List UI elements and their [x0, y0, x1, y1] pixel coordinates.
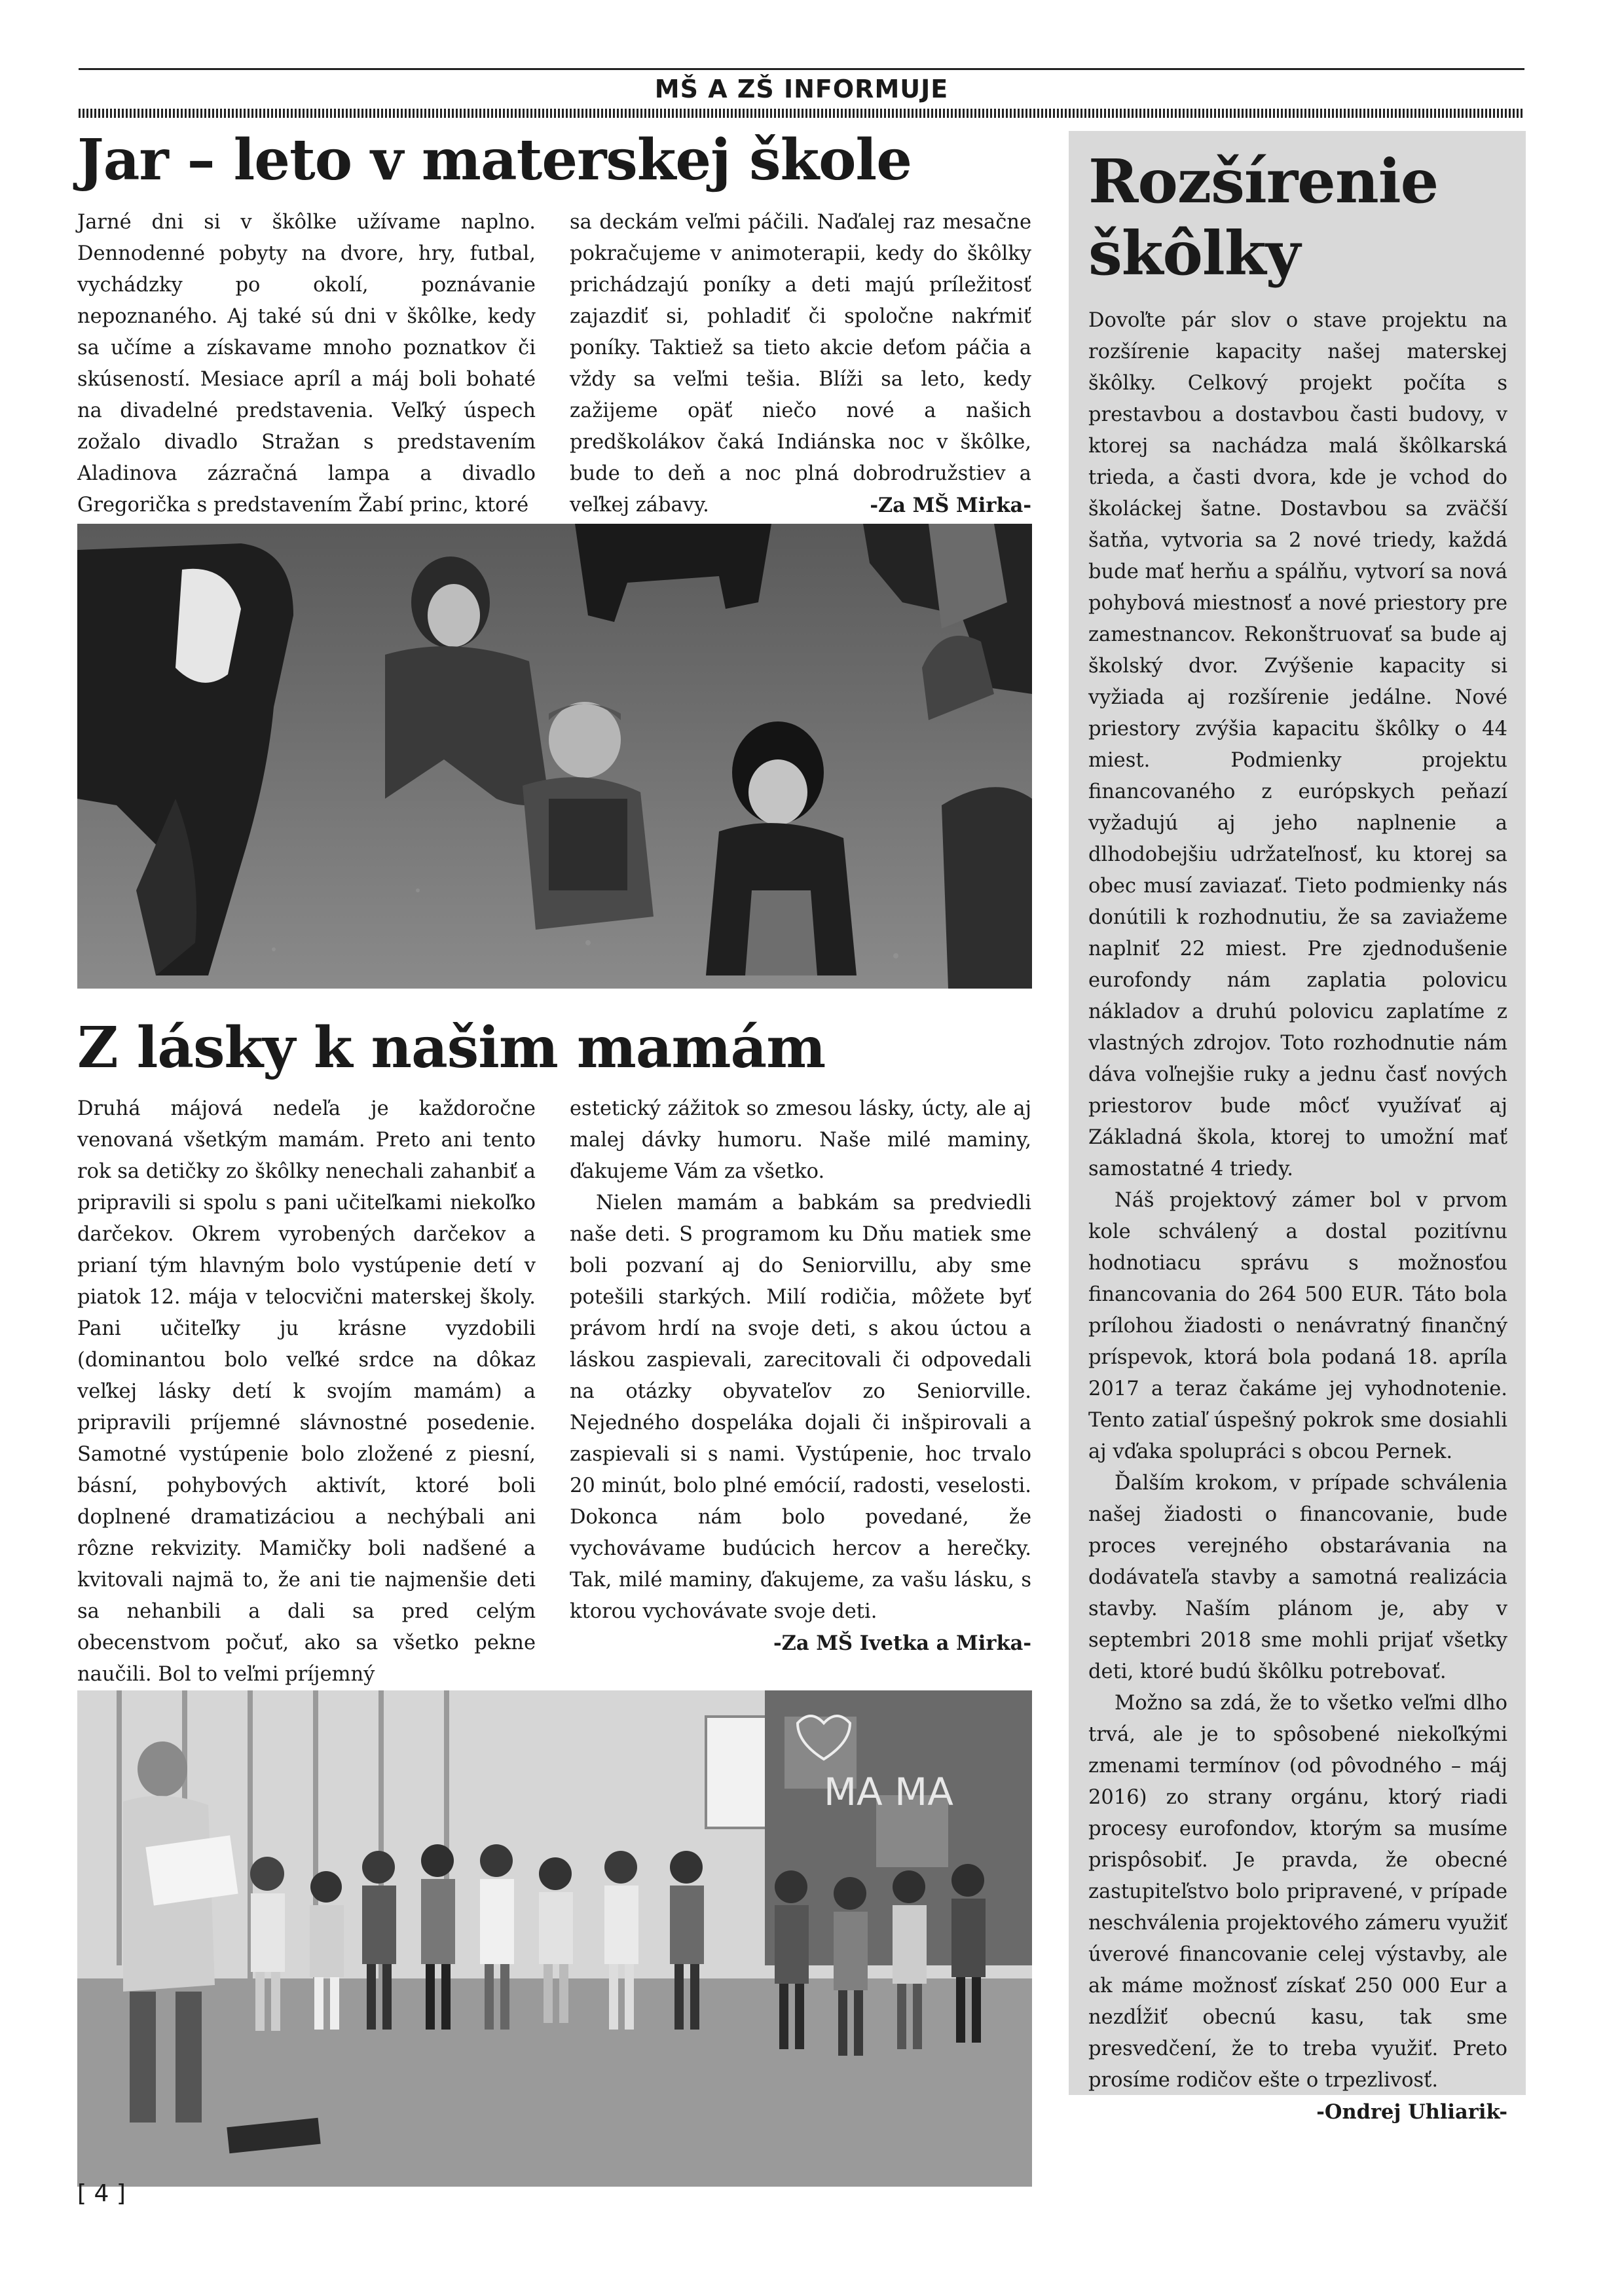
dotted-divider: [79, 109, 1524, 118]
article-title-jar: Jar – leto v materskej škole: [77, 127, 912, 193]
photo-illustration: [77, 524, 1032, 989]
paragraph: Náš projektový zámer bol v prvom kole schválený a dostal pozitívnu hodnotiacu správu s možnosťou financovania do 264 500 EUR. Táto bola prílohou žiadosti o nenávratný finančný príspevok, ktorá bola podaná 18. apríla 2017 a teraz čakáme jej vyhodnotenie. Tento zatiaľ úspešný pokrok sme dosiahli aj vďaka spolupráci s obcou Pernek.: [1088, 1189, 1507, 1463]
paragraph: Druhá májová nedeľa je každoročne venovaná všetkým mamám. Preto ani tento rok sa detičky zo škôlky nenechali zahanbiť a pripravili si spolu s pani učiteľkami niekoľko darčekov. Okrem vyrobených darčekov a prianí tým hlavným bolo vystúpenie detí v piatok 12. mája v telocvični materskej školy. Pani učiteľky ju krásne vyzdobili (dominantou bolo veľké srdce na dôkaz veľkej lásky detí k svojím mamám) a pripravili príjemné slávnostné posedenie. Samotné vystúpenie bolo zložené z piesní, básní, pohybových aktivít, ktoré boli doplnené dramatizáciou a nechýbali ani rôzne rekvizity. Mamičky boli nadšené a kvitovali najmä to, že ani tie najmenšie deti sa nehanbili a dali sa pred celým obecenstvom počuť, ako sa všetko pekne naučili. Bol to veľmi príjemný: [77, 1097, 536, 1686]
paragraph: estetický zážitok so zmesou lásky, úcty, ale aj malej dávky humoru. Naše milé maminy, ďakujeme Vám za všetko.: [570, 1097, 1031, 1183]
photo-sign-text: MA MA: [824, 1770, 953, 1814]
article-signature: -Za MŠ Ivetka a Mirka-: [773, 1631, 1031, 1655]
article-mamam-column-1: [77, 1093, 536, 1690]
article-mamam-column-2: [570, 1093, 1031, 1659]
paragraph-text: Možno sa zdá, že to všetko veľmi dlho trvá, ale je to spôsobené niekoľkými zmenami termínov (od pôvodného – máj 2016) zo strany orgánu, ktorý riadi procesy eurofondov, ktorým sa musíme prispôsobiť. Je pravda, že obecné zastupiteľstvo bolo pripravené, v prípade neschválenia projektového zámeru využiť úverové financovanie celej výstavby, ale ak máme možnosť získať 250 000 Eur a nezdĺžiť obecnú kasu, tak sme presvedčení, že to treba využiť. Preto prosíme rodičov ešte o trpezlivosť.: [1088, 1692, 1507, 2092]
section-title: MŠ A ZŠ INFORMUJE: [654, 75, 949, 103]
paragraph-text: sa deckám veľmi páčili. Naďalej raz mesačne pokračujeme v animoterapii, kedy do škôlky prichádzajú poníky a deti majú príležitosť zajazdiť si, pohladiť či spoločne nakŕmiť poníky. Taktiež sa tieto akcie deťom páčia a vždy sa veľmi tešia. Blíži sa leto, kedy zažijeme opäť niečo nové a našich predškolákov čaká Indiánska noc v škôlke, bude to deň a noc plná dobrodružstiev a veľkej zábavy.: [570, 211, 1031, 517]
paragraph: [1088, 1688, 1507, 2124]
photo-mothers-day-performance: [77, 1690, 1032, 2187]
paragraph: Dovoľte pár slov o stave projektu na rozšírenie kapacity našej materskej škôlky. Celkový projekt počíta s prestavbou a dostavbou časti budovy, v ktorej sa nachádza malá škôlkarská trieda, a časti dvora, kde je vchod do školáckej šatne. Dostavbou sa zväčší šatňa, vytvoria sa 2 nové triedy, každá bude mať herňu a spálňu, vytvorí sa nová pohybová miestnosť a nové priestory pre zamestnancov. Rekonštruovať sa bude aj školský dvor. Zvýšenie kapacity si vyžiada aj rozšírenie jedálne. Nové priestory zvýšia kapacitu škôlky o 44 miest. Podmienky projektu financovaného z európskych peňazí vyžadujú aj jeho naplnenie a dlhodobejšiu udržateľnosť, ku ktorej sa obec musí zaviazať. Tieto podmienky nás donútili k rozhodnutiu, že sa zaviažeme naplniť 22 miest. Pre zjednodušenie eurofondy nám zaplatia polovicu nákladov a druhú polovicu zaplatíme z vlastných zdrojov. Toto rozhodnutie nám dáva voľnejšie ruky a jednu časť nových priestorov bude môcť využívať aj Základná škola, ktorej to umožní mať samostatné 4 triedy.: [1088, 309, 1507, 1180]
article-jar-column-2: [570, 207, 1031, 521]
sidebar-body: [1088, 305, 1507, 2128]
paragraph: [570, 207, 1031, 521]
paragraph: Ďalším krokom, v prípade schválenia našej žiadosti o financovanie, bude proces verejného obstarávania na dodávateľa stavby a samotná realizácia stavby. Naším plánom je, aby v septembri 2018 sme mohli prijať všetky deti, ktoré budú škôlku potrebovať.: [1088, 1472, 1507, 1683]
article-title-mamam: Z lásky k našim mamám: [77, 1015, 826, 1081]
sidebar-signature: -Ondrej Uhliarik-: [1316, 2100, 1507, 2124]
paragraph: Jarné dni si v škôlke užívame naplno. Dennodenné pobyty na dvore, hry, futbal, vychádzky po okolí, poznávanie nepoznaného. Aj také sú dni v škôlke, kedy sa učíme a získavame mnoho poznatkov či skúseností. Mesiace apríl a máj boli bohaté na divadelné predstavenia. Veľký úspech zožalo divadlo Stražan s predstavením Aladinova zázračná lampa a divadlo Gregorička s predstavením Žabí princ, ktoré: [77, 211, 536, 517]
photo-illustration: [77, 1690, 1032, 2187]
paragraph: Nielen mamám a babkám sa predviedli naše deti. S programom ku Dňu matiek sme boli pozvaní aj do Seniorvillu, aby sme potešili starkých. Milí rodičia, môžete byť právom hrdí na svoje deti, s akou úctou a láskou zaspievali, zarecitovali či odpovedali na otázky obyvateľov zo Seniorville. Nejedného dospeláka dojali či inšpirovali a zaspievali si s nami. Vystúpenie, hoc trvalo 20 minút, bolo plné emócií, radosti, veselosti. Dokonca nám bolo povedané, že vychovávame budúcich hercov a herečky. Tak, milé maminy, ďakujeme, za vašu lásku, s ktorou vychovávate svoje deti.: [570, 1192, 1031, 1623]
article-signature: -Za MŠ Mirka-: [870, 494, 1031, 517]
article-jar-column-1: [77, 207, 536, 521]
sidebar-title: Rozšírenie škôlky: [1088, 146, 1439, 289]
top-rule: [79, 68, 1524, 70]
page-number: [ 4 ]: [77, 2180, 126, 2207]
photo-children-with-ponies: [77, 524, 1032, 989]
